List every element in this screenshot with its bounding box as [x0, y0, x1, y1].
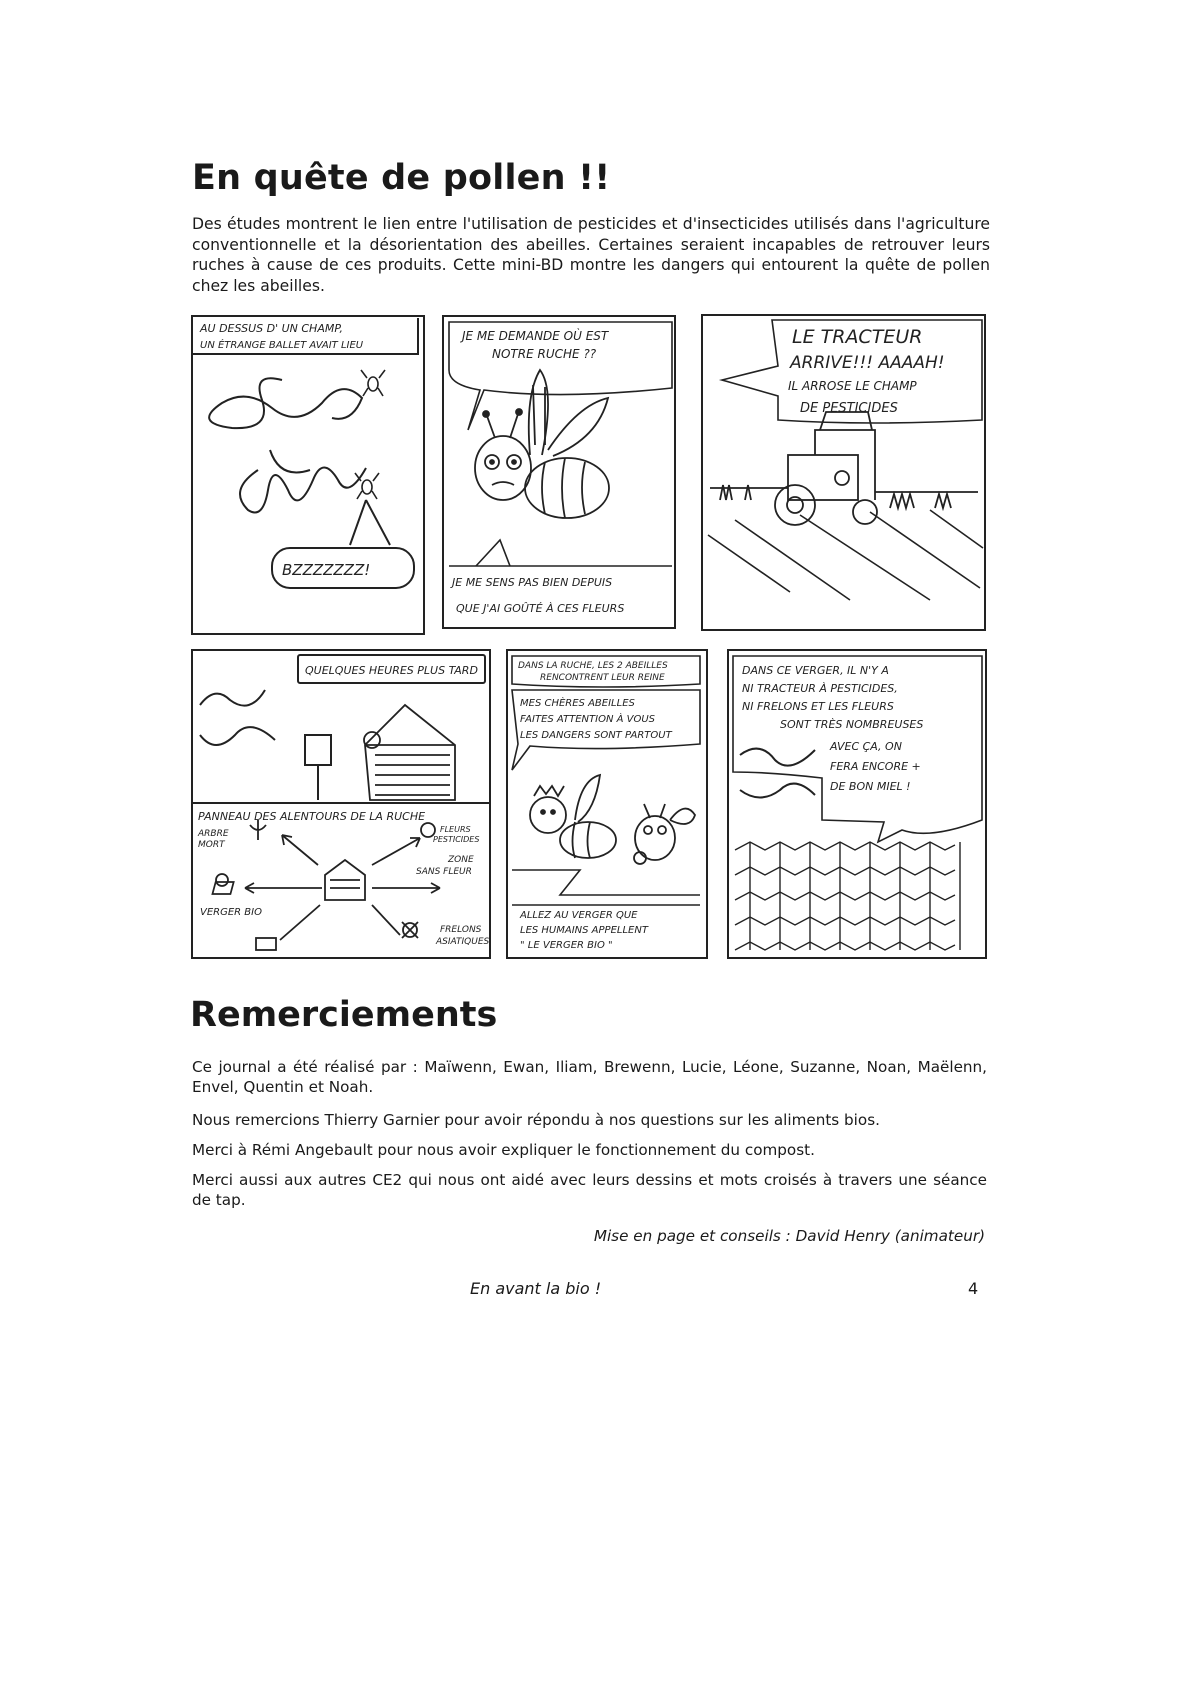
panel6-bubble-5: AVEC ÇA, ON	[830, 740, 902, 753]
label-no-flower-zone-2: SANS FLEUR	[416, 867, 472, 877]
panel3-bubble-2: ARRIVE!!! AAAAH!	[790, 353, 945, 373]
thanks-paragraph-4: Merci aussi aux autres CE2 qui nous ont aidé avec leurs dessins et mots croisés à travers une séance de tap.	[192, 1171, 987, 1209]
queen-bee	[530, 775, 616, 858]
comic-panel-6	[728, 650, 986, 958]
panel6-bubble-4: SONT TRÈS NOMBREUSES	[780, 718, 924, 731]
article-title: En quête de pollen !!	[192, 158, 611, 198]
label-pesticide-2: PESTICIDES	[433, 835, 480, 844]
panel6-bubble-3: NI FRELONS ET LES FLEURS	[742, 700, 894, 713]
panel2-bubble-1: JE ME DEMANDE OÙ EST	[462, 329, 609, 343]
bee-2	[355, 473, 379, 499]
panel5-bubble-3: LES DANGERS SONT PARTOUT	[520, 730, 672, 741]
panel4-sign-title: PANNEAU DES ALENTOURS DE LA RUCHE	[198, 810, 426, 823]
bee-character	[475, 370, 609, 518]
panel4-caption: QUELQUES HEURES PLUS TARD	[305, 664, 478, 677]
panel1-caption-2: UN ÉTRANGE BALLET AVAIT LIEU	[200, 340, 364, 351]
worker-bees	[634, 804, 695, 864]
panel2-bubble-3: JE ME SENS PAS BIEN DEPUIS	[452, 576, 613, 589]
thanks-paragraph-1: Ce journal a été réalisé par : Maïwenn, Ewan, Iliam, Brewenn, Lucie, Léone, Suzanne, Noan, Maëlenn, Envel, Quentin et Noah.	[192, 1058, 987, 1096]
layout-credit: Mise en page et conseils : David Henry (animateur)	[593, 1227, 985, 1245]
page-number: 4	[968, 1279, 979, 1298]
label-pesticide-1: FLEURS	[440, 825, 471, 834]
comic-panel-1	[192, 316, 424, 634]
label-dead-tree-1: ARBRE	[198, 829, 229, 839]
panel2-bubble-2: NOTRE RUCHE ??	[492, 347, 597, 361]
bee-hive	[364, 705, 455, 800]
panel2-bubble-4: QUE J'AI GOÛTÉ À CES FLEURS	[456, 602, 625, 615]
panel5-bubble-2: FAITES ATTENTION À VOUS	[520, 714, 656, 725]
panel3-bubble-1: LE TRACTEUR	[792, 326, 923, 348]
panel1-sound: BZZZZZZZ!	[282, 561, 371, 579]
thanks-paragraph-2: Nous remercions Thierry Garnier pour avoir répondu à nos questions sur les aliments bios.	[192, 1111, 880, 1129]
panel5-caption-2: RENCONTRENT LEUR REINE	[540, 673, 665, 683]
panel5-caption-1: DANS LA RUCHE, LES 2 ABEILLES	[518, 661, 668, 671]
thanks-title: Remerciements	[190, 995, 498, 1035]
panel5-bubble-6: " LE VERGER BIO "	[520, 940, 613, 951]
thanks-paragraph-3: Merci à Rémi Angebault pour nous avoir expliquer le fonctionnement du compost.	[192, 1141, 815, 1159]
label-hornets-2: ASIATIQUES	[436, 937, 490, 947]
panel6-bubble-7: DE BON MIEL !	[830, 780, 911, 793]
sign-diagram	[212, 820, 440, 950]
panel6-bubble-2: NI TRACTEUR À PESTICIDES,	[742, 682, 898, 695]
tractor	[710, 412, 978, 525]
panel5-bubble-5: LES HUMAINS APPELLENT	[520, 925, 648, 936]
bee-1	[361, 370, 385, 396]
label-orchard: VERGER BIO	[200, 907, 262, 918]
honeycomb	[735, 842, 960, 950]
panel1-caption-1: AU DESSUS D' UN CHAMP,	[200, 322, 343, 335]
panel6-bubble-6: FERA ENCORE +	[830, 760, 921, 773]
article-intro: Des études montrent le lien entre l'utilisation de pesticides et d'insecticides utilisés dans l'agriculture conventionnelle et la désorientation des abeilles. Certaines seraient incapables de retrouver leurs ruches à cause de ces produits. Cette mini-BD montre les dangers qui entourent la quête de pollen chez les abeilles.	[192, 215, 990, 295]
panel3-bubble-3: IL ARROSE LE CHAMP	[788, 379, 917, 393]
panel5-bubble-4: ALLEZ AU VERGER QUE	[520, 910, 638, 921]
label-hornets-1: FRELONS	[440, 925, 482, 935]
footer-motto: En avant la bio !	[470, 1279, 602, 1298]
label-dead-tree-2: MORT	[198, 840, 225, 850]
panel5-bubble-1: MES CHÈRES ABEILLES	[520, 698, 635, 709]
panel6-bubble-1: DANS CE VERGER, IL N'Y A	[742, 664, 889, 677]
label-no-flower-zone-1: ZONE	[448, 855, 474, 865]
panel3-bubble-4: DE PESTICIDES	[800, 401, 898, 416]
